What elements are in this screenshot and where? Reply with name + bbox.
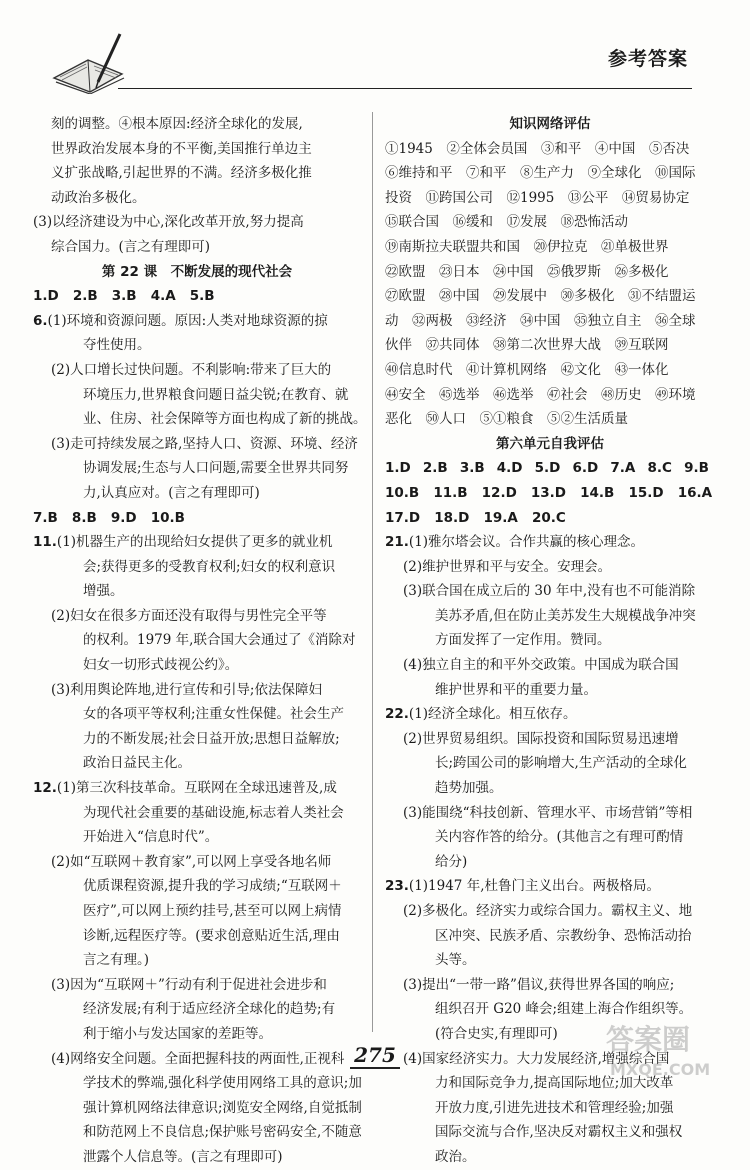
text-line: ㉒欧盟 ㉓日本 ㉔中国 ㉕俄罗斯 ㉖多极化 [385,263,669,280]
mcq-answer: 6.D [572,460,599,477]
text-line: (3)因为“互联网＋”行动有利于促进社会进步和 [51,976,327,993]
text-line: 义扩张战略,引起世界的不满。经济多极化推 [51,165,312,182]
text-line: 组织召开 G20 峰会;组建上海合作组织等。 [435,1001,693,1018]
text-line: 方面发挥了一定作用。赞同。 [435,632,611,649]
text-line: 国际交流与合作,坚决反对霸权主义和强权 [435,1124,683,1141]
mcq-row [33,506,361,531]
text-line: (3)利用舆论阵地,进行宣传和引导;依法保障妇 [51,681,322,698]
text-line: (4)国家经济实力。大力发展经济,增强综合国 [403,1050,670,1067]
mcq-answer: 13.D [530,484,567,501]
text-line: 和防范网上不良信息;保护账号密码安全,不随意 [83,1124,362,1141]
intro-block [33,112,361,210]
text-line: 协调发展;生态与人口问题,需要全世界共同努 [83,460,349,477]
right-column [385,112,715,1170]
text-line: 动 ㉜两极 ㉝经济 ㉞中国 ㉟独立自主 ㊱全球 [385,312,696,329]
text-line: (1)雅尔塔会议。合作共赢的核心理念。 [408,534,645,551]
text-line: ㊵信息时代 ㊶计算机网络 ㊷文化 ㊸一体化 [385,361,669,378]
column-divider [372,112,373,1032]
text-line: 给分) [435,853,468,870]
question-number: 11. [33,534,57,551]
mcq-row [33,284,361,309]
unit-title: 第六单元自我评估 [496,435,604,452]
network-answers [385,137,715,432]
header-rule [118,88,692,89]
mcq-answer: 4.A [150,288,176,305]
text-line: 力和国际竞争力,提高国际地位;加大改革 [435,1075,674,1092]
network-title: 知识网络评估 [509,116,591,132]
question-number: 23. [385,878,409,895]
text-line: (3)提出“一带一路”倡议,获得世界各国的响应; [403,976,675,993]
text-line: 美苏矛盾,但在防止美苏发生大规模战争冲突 [435,607,696,624]
text-line: 强计算机网络法律意识;浏览安全网络,自觉抵制 [83,1099,362,1116]
text-line: (3)走可持续发展之路,坚持人口、资源、环境、经济 [51,435,358,452]
mcq-answer: 10.B [150,509,185,526]
mcq-answer: 20.C [531,509,566,526]
text-line: 女的各项平等权利;注重女性保健。社会生产 [83,706,345,723]
mcq-answer: 4.D [496,460,523,477]
mcq-answer: 8.B [71,509,97,526]
text-line: 区冲突、民族矛盾、宗教纷争、恐怖活动抬 [435,927,692,944]
mcq-answer: 2.B [72,288,98,305]
q3-block [33,210,361,259]
text-line: 头等。 [435,952,476,969]
text-line: 世界政治发展本身的不平衡,美国推行单边主 [51,140,312,157]
text-line: ㊹安全 ㊺选举 ㊻选举 ㊼社会 ㊽历史 ㊾环境 [385,386,696,403]
text-line: 环境压力,世界粮食问题日益尖锐;在教育、就 [83,386,349,403]
question-number: 6. [33,312,48,329]
q21-block [385,530,715,702]
mcq-answer: 18.D [434,509,470,526]
text-line: 为现代社会重要的基础设施,标志着人类社会 [83,804,344,821]
text-line: 泄露个人信息等。(言之有理即可) [83,1148,283,1165]
book-pen-logo-icon [50,30,130,94]
q12-block [33,776,361,1170]
text-line: 力,认真应对。(言之有理即可) [83,484,260,501]
text-line: 医疗”,可以网上预约挂号,甚至可以网上病情 [83,903,342,919]
text-line: 关内容作答的给分。(其他言之有理可酌情 [435,829,684,846]
mcq-answer: 17.D [385,509,421,526]
mcq-answer: 19.A [483,509,518,526]
mcq-row [385,506,715,531]
mcq-block [385,456,715,530]
text-line: ⑥维持和平 ⑦和平 ⑧生产力 ⑨全球化 ⑩国际 [385,165,696,182]
mcq-answer: 5.D [534,460,561,477]
text-line: ㉗欧盟 ㉘中国 ㉙发展中 ㉚多极化 ㉛不结盟运 [385,288,696,305]
watermark-text: 答案圈 [606,1023,691,1056]
text-line: 夺性使用。 [83,337,151,354]
text-line: 综合国力。(言之有理即可) [51,238,211,255]
text-line: 会;获得更多的受教育权利;妇女的权利意识 [83,558,336,575]
text-line: (1)1947 年,杜鲁门主义出台。两极格局。 [408,878,660,895]
mcq-answer: 2.B [422,460,448,477]
mcq-answer: 12.D [481,484,517,501]
text-line: 伙伴 ㊲共同体 ㊳第二次世界大战 ㊴互联网 [385,337,669,354]
mcq-answer: 10.B [385,484,420,501]
text-line: 力的不断发展;社会日益开放;思想日益解放; [83,730,340,747]
text-line: (4)独立自主的和平外交政策。中国成为联合国 [403,657,679,674]
text-line: (2)世界贸易组织。国际投资和国际贸易迅速增 [403,730,679,747]
watermark-url: MXQE.COM [610,1060,711,1079]
text-line: 政治日益民主化。 [83,755,191,772]
mcq-answer: 11.B [433,484,468,501]
watermark-logo-icon [600,1013,730,1083]
mcq-answer: 1.D [385,460,411,477]
left-column [33,112,367,1170]
mcq-answer: 7.A [610,460,636,477]
mcq-answer: 14.B [580,484,615,501]
text-line: (2)人口增长过快问题。不利影响:带来了巨大的 [51,361,332,378]
header-title: 参考答案 [607,48,688,70]
text-line: (1)经济全球化。相互依存。 [408,706,577,723]
text-line: 言之有理。) [83,952,150,969]
text-line: 利于缩小与发达国家的差距等。 [83,1025,272,1042]
text-line: (3)以经济建设为中心,深化改革开放,努力提高 [33,214,304,231]
text-line: 动政治多极化。 [51,189,146,206]
text-line: 恶化 ㊿人口 ⑤①粮食 ⑤②生活质量 [385,411,628,428]
text-line: 长;跨国公司的影响增大,生产活动的全球化 [435,755,687,772]
mcq-answer: 9.B [684,460,709,477]
question-number: 12. [33,780,57,797]
page-number-text: 275 [350,1043,400,1069]
page-header [0,0,750,105]
mcq-answer: 8.C [647,460,672,477]
mcq-row [385,481,715,506]
text-line: 开放力度,引进先进技术和管理经验;加强 [435,1099,674,1116]
lesson-title: 第 22 课 不断发展的现代社会 [101,263,293,280]
text-line: (2)妇女在很多方面还没有取得与男性完全平等 [51,607,327,624]
text-line: ①1945 ②全体会员国 ③和平 ④中国 ⑤否决 [385,140,690,157]
text-line: (2)维护世界和平与安全。安理会。 [403,558,612,575]
mcq-answer: 3.B [459,460,485,477]
text-line: 业、住房、社会保障等方面也构成了新的挑战。 [83,411,367,428]
text-line: (3)能围绕“科技创新、管理水平、市场营销”等相 [403,804,693,821]
text-line: 刻的调整。④根本原因:经济全球化的发展, [51,116,303,132]
text-line: (3)联合国在成立后的 30 年中,没有也不可能消除 [403,583,696,600]
text-line: (1)环境和资源问题。原因:人类对地球资源的掠 [47,312,328,329]
text-line: (4)网络安全问题。全面把握科技的两面性,正视科 [51,1050,345,1067]
text-line: 妇女一切形式歧视公约》。 [83,657,239,674]
q11-block [33,530,361,776]
text-line: (2)如“互联网＋教育家”,可以网上享受各地名师 [51,853,332,870]
mcq-answer: 9.D [110,509,137,526]
text-line: (符合史实,有理即可) [435,1025,558,1042]
text-line: 趋势加强。 [435,780,503,797]
text-line: 政治。 [435,1148,476,1165]
q22-block [385,702,715,874]
text-line: 诊断,远程医疗等。(要求创意贴近生活,理由 [83,927,340,944]
text-line: 经济发展;有利于适应经济全球化的趋势;有 [83,1001,336,1018]
question-number: 22. [385,706,409,723]
mcq-row [385,456,715,481]
question-number: 21. [385,534,409,551]
text-line: ⑲南斯拉夫联盟共和国 ⑳伊拉克 ㉑单极世界 [385,238,669,255]
text-line: ⑮联合国 ⑯缓和 ⑰发展 ⑱恐怖活动 [385,214,628,231]
mcq-answer: 7.B [33,509,58,526]
mcq-answer: 3.B [111,288,137,305]
text-line: 优质课程资源,提升我的学习成绩;“互联网＋ [83,878,342,895]
text-line: 维护世界和平的重要力量。 [435,681,597,698]
text-line: (1)机器生产的出现给妇女提供了更多的就业机 [56,534,333,551]
q6-block [33,309,367,506]
text-line: 学技术的弊端,强化科学使用网络工具的意识;加 [83,1075,362,1092]
mcq-answer: 1.D [33,288,59,305]
text-line: 开始进入“信息时代”。 [83,829,219,846]
text-line: (2)多极化。经济实力或综合国力。霸权主义、地 [403,903,693,919]
text-line: 投资 ⑪跨国公司 ⑫1995 ⑬公平 ⑭贸易协定 [385,189,690,206]
mcq-answer: 5.B [189,288,215,305]
mcq-answer: 15.D [628,484,664,501]
mcq-answer: 16.A [677,484,713,501]
text-line: 增强。 [83,583,124,600]
text-line: 的权利。1979 年,联合国大会通过了《消除对 [83,632,356,649]
text-line: (1)第三次科技革命。互联网在全球迅速普及,成 [56,780,337,797]
